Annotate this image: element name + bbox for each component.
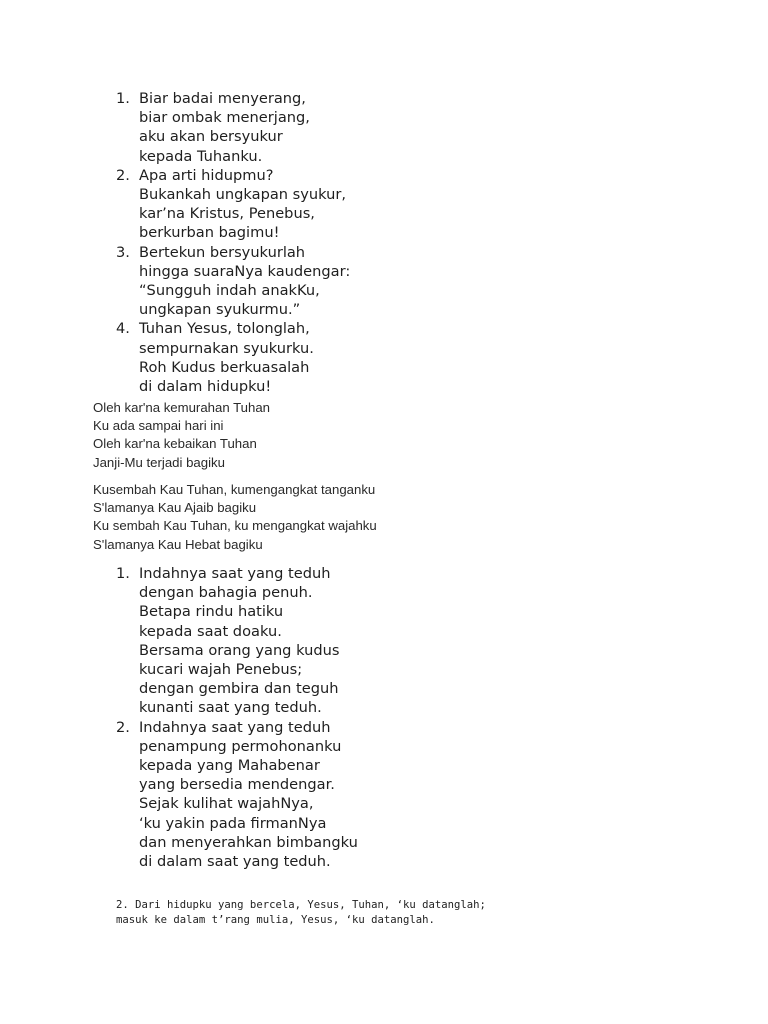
chorus-line: S'lamanya Kau Ajaib bagiku [93, 500, 257, 516]
verse-line: ‘ku yakin pada firmanNya [139, 814, 327, 832]
hymn-1-verse [114, 243, 350, 320]
verse-line: kar’na Kristus, Penebus, [139, 205, 315, 223]
verse-line: ungkapan syukurmu.” [139, 301, 301, 319]
verse-line: kepada yang Mahabenar [139, 757, 320, 775]
footnote-line: 2. Dari hidupku yang bercela, Yesus, Tuhan, ‘ku datanglah; [116, 899, 486, 911]
chorus-line: Kusembah Kau Tuhan, kumengangkat tanganku [93, 482, 376, 497]
verse-line: Bukankah ungkapan syukur, [139, 186, 347, 204]
chorus-block-2 [93, 481, 377, 554]
verse-line: dan menyerahkan bimbangku [139, 833, 358, 851]
chorus-line: Janji-Mu terjadi bagiku [93, 454, 225, 470]
footnote-line: masuk ke dalam t’rang mulia, Yesus, ‘ku datanglah. [116, 914, 435, 926]
chorus-line: Ku sembah Kau Tuhan, ku mengangkat wajahku [93, 518, 377, 534]
verse-line: berkurban bagimu! [139, 224, 280, 242]
verse-number: 1. [116, 565, 130, 582]
verse-line: Roh Kudus berkuasalah [139, 358, 310, 376]
verse-line: aku akan bersyukur [139, 128, 283, 146]
verse-line: Indahnya saat yang teduh [139, 718, 331, 736]
verse-number: 4. [116, 320, 130, 338]
verse-line: sempurnakan syukurku. [139, 339, 314, 357]
verse-line: di dalam saat yang teduh. [139, 853, 331, 871]
verse-line: Betapa rindu hatiku [139, 603, 284, 621]
verse-line: kepada Tuhanku. [139, 147, 263, 165]
hymn-2-verse [114, 718, 358, 872]
verse-line: di dalam hidupku! [139, 378, 272, 396]
verse-line: Biar badai menyerang, [139, 90, 306, 107]
verse-line: kepada saat doaku. [139, 622, 282, 640]
hymn-1-verse [114, 166, 350, 243]
hymn-1-verse-list [114, 89, 350, 396]
verse-line: dengan gembira dan teguh [139, 680, 339, 698]
verse-number: 2. [116, 718, 130, 736]
verse-number: 3. [116, 243, 130, 261]
verse-line: Bertekun bersyukurlah [139, 243, 306, 261]
footnote-verse [116, 898, 486, 928]
verse-line: kucari wajah Penebus; [139, 661, 303, 679]
verse-line: yang bersedia mendengar. [139, 776, 335, 794]
chorus-line: Oleh kar'na kemurahan Tuhan [93, 400, 270, 415]
verse-number: 2. [116, 166, 130, 184]
chorus-line: Oleh kar'na kebaikan Tuhan [93, 436, 257, 452]
hymn-2-verse-list [114, 564, 358, 871]
verse-line: Sejak kulihat wajahNya, [139, 795, 314, 813]
verse-line: Bersama orang yang kudus [139, 641, 340, 659]
verse-line: hingga suaraNya kaudengar: [139, 262, 351, 280]
verse-line: penampung permohonanku [139, 737, 342, 755]
hymn-1-verse [114, 319, 350, 396]
verse-line: Tuhan Yesus, tolonglah, [139, 320, 310, 338]
verse-number: 1. [116, 90, 130, 107]
verse-line: kunanti saat yang teduh. [139, 699, 322, 717]
verse-line: Indahnya saat yang teduh [139, 565, 331, 582]
verse-line: dengan bahagia penuh. [139, 584, 313, 602]
hymn-2-verse [114, 564, 358, 718]
chorus-line: Ku ada sampai hari ini [93, 418, 224, 434]
hymn-1-verse [114, 89, 350, 166]
chorus-block-1 [93, 399, 270, 472]
chorus-line: S'lamanya Kau Hebat bagiku [93, 536, 263, 552]
verse-line: “Sungguh indah anakKu, [139, 282, 320, 300]
verse-line: Apa arti hidupmu? [139, 166, 274, 184]
verse-line: biar ombak menerjang, [139, 109, 310, 127]
